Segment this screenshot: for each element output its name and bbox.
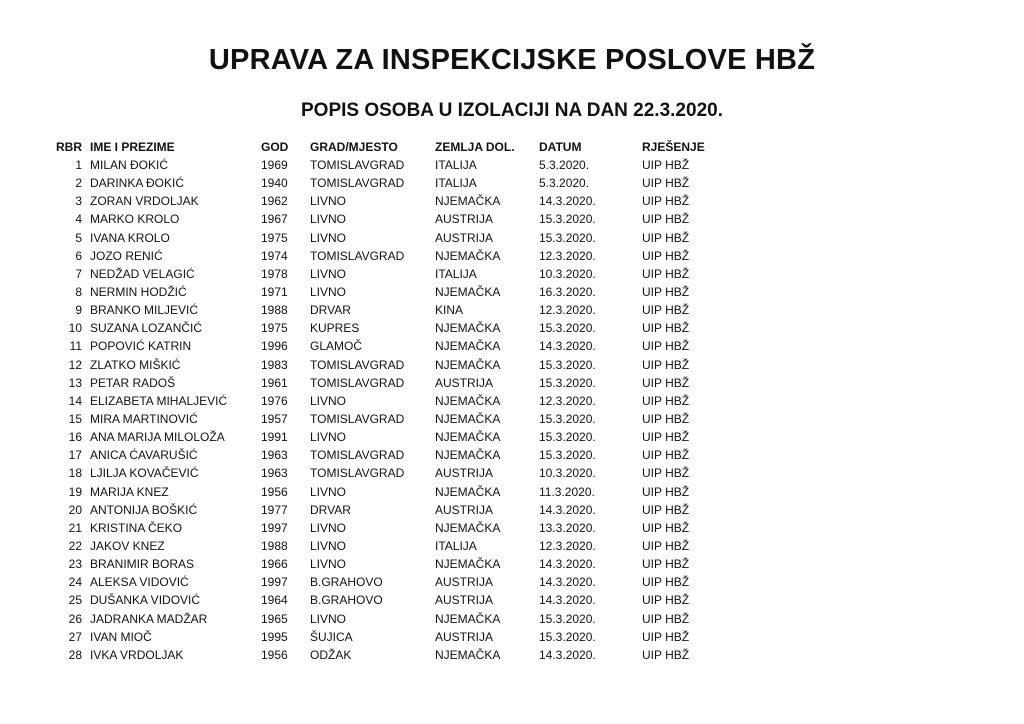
cell-decision: UIP HBŽ — [642, 266, 690, 281]
cell-country: NJEMAČKA — [435, 412, 501, 427]
cell-decision: UIP HBŽ — [642, 484, 690, 499]
cell-city: LIVNO — [310, 230, 347, 245]
cell-country: AUSTRIJA — [435, 629, 494, 644]
cell-name: IVAN MIOČ — [90, 629, 152, 644]
cell-city: DRVAR — [310, 502, 351, 517]
cell-year: 1988 — [261, 539, 288, 554]
cell-city: ODŽAK — [310, 647, 352, 662]
table-row — [40, 374, 722, 392]
table-row — [40, 156, 722, 174]
cell-year: 1995 — [261, 629, 288, 644]
cell-name: IVANA KROLO — [90, 230, 170, 245]
cell-city: LIVNO — [310, 539, 347, 554]
header-date: DATUM — [539, 140, 582, 154]
cell-date: 12.3.2020. — [539, 539, 596, 554]
table-row — [40, 283, 722, 301]
table-row — [40, 229, 722, 247]
cell-country: NJEMAČKA — [435, 321, 501, 336]
isolation-list-table — [40, 138, 722, 664]
header-name: IME I PREZIME — [90, 140, 175, 154]
cell-year: 1957 — [261, 412, 288, 427]
cell-country: AUSTRIJA — [435, 212, 494, 227]
cell-name: KRISTINA ČEKO — [90, 520, 183, 535]
cell-country: NJEMAČKA — [435, 430, 501, 445]
table-row — [40, 247, 722, 265]
cell-year: 1997 — [261, 575, 288, 590]
table-row — [40, 446, 722, 464]
cell-city: LIVNO — [310, 212, 347, 227]
cell-date: 15.3.2020. — [539, 230, 596, 245]
table-row — [40, 464, 722, 482]
cell-year: 1997 — [261, 520, 288, 535]
cell-decision: UIP HBŽ — [642, 647, 690, 662]
cell-year: 1975 — [261, 321, 288, 336]
cell-name: DARINKA ĐOKIĆ — [90, 176, 185, 191]
cell-year: 1967 — [261, 212, 288, 227]
cell-year: 1963 — [261, 448, 288, 463]
cell-year: 1977 — [261, 502, 288, 517]
cell-date: 15.3.2020. — [539, 321, 596, 336]
cell-city: TOMISLAVGRAD — [310, 466, 405, 481]
cell-country: NJEMAČKA — [435, 484, 501, 499]
cell-decision: UIP HBŽ — [642, 321, 690, 336]
cell-rbr: 17 — [68, 448, 82, 463]
cell-date: 15.3.2020. — [539, 629, 596, 644]
header-country: ZEMLJA DOL. — [435, 140, 515, 154]
cell-city: LIVNO — [310, 611, 347, 626]
cell-rbr: 8 — [75, 285, 82, 300]
cell-name: PETAR RADOŠ — [90, 375, 176, 390]
cell-name: MIRA MARTINOVIĆ — [90, 412, 198, 427]
cell-name: MARIJA KNEZ — [90, 484, 169, 499]
header-year: GOD — [261, 140, 289, 154]
cell-decision: UIP HBŽ — [642, 158, 690, 173]
cell-decision: UIP HBŽ — [642, 412, 690, 427]
cell-rbr: 16 — [68, 430, 82, 445]
cell-city: LIVNO — [310, 266, 347, 281]
cell-date: 14.3.2020. — [539, 593, 596, 608]
table-row — [40, 519, 722, 537]
cell-rbr: 21 — [68, 520, 82, 535]
cell-country: NJEMAČKA — [435, 448, 501, 463]
cell-year: 1976 — [261, 393, 288, 408]
cell-rbr: 4 — [75, 212, 82, 227]
cell-name: IVKA VRDOLJAK — [90, 647, 184, 662]
table-row — [40, 555, 722, 573]
cell-name: BRANKO MILJEVIĆ — [90, 303, 199, 318]
cell-city: KUPRES — [310, 321, 360, 336]
cell-city: LIVNO — [310, 557, 347, 572]
cell-city: TOMISLAVGRAD — [310, 248, 405, 263]
cell-year: 1988 — [261, 303, 288, 318]
cell-year: 1969 — [261, 158, 288, 173]
cell-rbr: 26 — [68, 611, 82, 626]
cell-city: LIVNO — [310, 285, 347, 300]
cell-date: 16.3.2020. — [539, 285, 596, 300]
cell-name: MILAN ĐOKIĆ — [90, 158, 169, 173]
cell-country: AUSTRIJA — [435, 593, 494, 608]
cell-country: ITALIJA — [435, 176, 477, 191]
cell-date: 14.3.2020. — [539, 339, 596, 354]
cell-date: 15.3.2020. — [539, 448, 596, 463]
cell-rbr: 14 — [68, 393, 82, 408]
cell-city: LIVNO — [310, 484, 347, 499]
cell-country: KINA — [435, 303, 464, 318]
table-row — [40, 319, 722, 337]
cell-decision: UIP HBŽ — [642, 629, 690, 644]
cell-city: LIVNO — [310, 520, 347, 535]
table-header-row — [40, 138, 722, 156]
cell-decision: UIP HBŽ — [642, 303, 690, 318]
cell-city: ŠUJICA — [310, 629, 353, 644]
cell-year: 1974 — [261, 248, 288, 263]
cell-decision: UIP HBŽ — [642, 520, 690, 535]
cell-rbr: 19 — [68, 484, 82, 499]
cell-name: ANICA ĆAVARUŠIĆ — [90, 448, 198, 463]
cell-city: B.GRAHOVO — [310, 593, 383, 608]
cell-decision: UIP HBŽ — [642, 502, 690, 517]
cell-rbr: 27 — [68, 629, 82, 644]
cell-country: ITALIJA — [435, 266, 477, 281]
cell-date: 14.3.2020. — [539, 502, 596, 517]
cell-year: 1996 — [261, 339, 288, 354]
cell-decision: UIP HBŽ — [642, 611, 690, 626]
table-row — [40, 537, 722, 555]
cell-rbr: 3 — [75, 194, 82, 209]
cell-date: 15.3.2020. — [539, 357, 596, 372]
table-row — [40, 628, 722, 646]
cell-name: BRANIMIR BORAS — [90, 557, 195, 572]
cell-date: 14.3.2020. — [539, 194, 596, 209]
cell-country: AUSTRIJA — [435, 230, 494, 245]
table-row — [40, 646, 722, 664]
table-row — [40, 610, 722, 628]
cell-name: POPOVIĆ KATRIN — [90, 339, 192, 354]
cell-name: NEDŽAD VELAGIĆ — [90, 266, 195, 281]
cell-decision: UIP HBŽ — [642, 575, 690, 590]
cell-city: TOMISLAVGRAD — [310, 176, 405, 191]
cell-name: ANA MARIJA MILOLOŽA — [90, 430, 225, 445]
cell-rbr: 12 — [68, 357, 82, 372]
cell-date: 15.3.2020. — [539, 375, 596, 390]
document-subtitle: POPIS OSOBA U IZOLACIJI NA DAN 22.3.2020. — [301, 100, 723, 121]
cell-decision: UIP HBŽ — [642, 194, 690, 209]
table-row — [40, 210, 722, 228]
cell-rbr: 13 — [68, 375, 82, 390]
cell-rbr: 28 — [68, 647, 82, 662]
cell-year: 1965 — [261, 611, 288, 626]
cell-year: 1964 — [261, 593, 288, 608]
cell-country: NJEMAČKA — [435, 520, 501, 535]
cell-year: 1991 — [261, 430, 288, 445]
cell-rbr: 1 — [75, 158, 82, 173]
cell-rbr: 7 — [75, 266, 82, 281]
cell-rbr: 2 — [75, 176, 82, 191]
cell-decision: UIP HBŽ — [642, 557, 690, 572]
cell-date: 10.3.2020. — [539, 466, 596, 481]
cell-city: TOMISLAVGRAD — [310, 448, 405, 463]
cell-country: NJEMAČKA — [435, 339, 501, 354]
cell-date: 11.3.2020. — [539, 484, 595, 499]
cell-city: LIVNO — [310, 393, 347, 408]
cell-date: 5.3.2020. — [539, 158, 590, 173]
cell-decision: UIP HBŽ — [642, 339, 690, 354]
cell-date: 14.3.2020. — [539, 575, 596, 590]
cell-decision: UIP HBŽ — [642, 393, 690, 408]
cell-city: DRVAR — [310, 303, 351, 318]
cell-name: MARKO KROLO — [90, 212, 180, 227]
cell-decision: UIP HBŽ — [642, 593, 690, 608]
cell-decision: UIP HBŽ — [642, 357, 690, 372]
cell-year: 1978 — [261, 266, 288, 281]
cell-year: 1940 — [261, 176, 288, 191]
table-row — [40, 573, 722, 591]
table-row — [40, 356, 722, 374]
cell-date: 10.3.2020. — [539, 266, 596, 281]
cell-name: JADRANKA MADŽAR — [90, 611, 208, 626]
cell-name: JAKOV KNEZ — [90, 539, 165, 554]
cell-decision: UIP HBŽ — [642, 248, 690, 263]
cell-country: AUSTRIJA — [435, 466, 494, 481]
cell-rbr: 23 — [68, 557, 82, 572]
cell-rbr: 22 — [68, 539, 82, 554]
cell-city: LIVNO — [310, 430, 347, 445]
cell-rbr: 25 — [68, 593, 82, 608]
cell-country: NJEMAČKA — [435, 248, 501, 263]
cell-date: 14.3.2020. — [539, 647, 596, 662]
cell-rbr: 18 — [68, 466, 82, 481]
cell-rbr: 15 — [68, 412, 82, 427]
cell-year: 1962 — [261, 194, 288, 209]
cell-name: JOZO RENIĆ — [90, 248, 163, 263]
cell-rbr: 11 — [69, 339, 82, 354]
header-rbr: RBR — [56, 140, 82, 154]
cell-country: NJEMAČKA — [435, 285, 501, 300]
cell-decision: UIP HBŽ — [642, 176, 690, 191]
table-row — [40, 410, 722, 428]
cell-country: AUSTRIJA — [435, 375, 494, 390]
table-row — [40, 392, 722, 410]
cell-decision: UIP HBŽ — [642, 448, 690, 463]
table-row — [40, 591, 722, 609]
cell-year: 1983 — [261, 357, 288, 372]
table-row — [40, 192, 722, 210]
cell-country: NJEMAČKA — [435, 557, 501, 572]
cell-name: ANTONIJA BOŠKIĆ — [90, 502, 198, 517]
cell-date: 15.3.2020. — [539, 611, 596, 626]
cell-date: 12.3.2020. — [539, 393, 596, 408]
cell-city: GLAMOČ — [310, 339, 363, 354]
cell-city: TOMISLAVGRAD — [310, 412, 405, 427]
cell-country: NJEMAČKA — [435, 647, 501, 662]
table-row — [40, 301, 722, 319]
cell-date: 15.3.2020. — [539, 430, 596, 445]
cell-country: ITALIJA — [435, 158, 477, 173]
cell-date: 12.3.2020. — [539, 248, 596, 263]
cell-name: LJILJA KOVAČEVIĆ — [90, 466, 199, 481]
cell-country: ITALIJA — [435, 539, 477, 554]
cell-country: AUSTRIJA — [435, 502, 494, 517]
cell-decision: UIP HBŽ — [642, 430, 690, 445]
document-title: UPRAVA ZA INSPEKCIJSKE POSLOVE HBŽ — [208, 44, 816, 76]
cell-date: 14.3.2020. — [539, 557, 596, 572]
cell-name: ZORAN VRDOLJAK — [90, 194, 199, 209]
cell-date: 12.3.2020. — [539, 303, 596, 318]
cell-rbr: 20 — [68, 502, 82, 517]
cell-decision: UIP HBŽ — [642, 230, 690, 245]
cell-year: 1956 — [261, 484, 288, 499]
cell-country: NJEMAČKA — [435, 357, 501, 372]
table-row — [40, 501, 722, 519]
cell-country: NJEMAČKA — [435, 194, 501, 209]
cell-city: TOMISLAVGRAD — [310, 158, 405, 173]
cell-year: 1956 — [261, 647, 288, 662]
header-city: GRAD/MJESTO — [310, 140, 398, 154]
table-row — [40, 483, 722, 501]
cell-year: 1975 — [261, 230, 288, 245]
cell-date: 15.3.2020. — [539, 212, 596, 227]
header-decision: RJEŠENJE — [642, 140, 705, 154]
cell-rbr: 6 — [75, 248, 82, 263]
cell-name: NERMIN HODŽIĆ — [90, 285, 187, 300]
table-row — [40, 174, 722, 192]
cell-year: 1971 — [261, 285, 288, 300]
cell-date: 15.3.2020. — [539, 412, 596, 427]
cell-name: SUZANA LOZANČIĆ — [90, 321, 203, 336]
cell-rbr: 24 — [68, 575, 82, 590]
cell-country: NJEMAČKA — [435, 393, 501, 408]
cell-date: 13.3.2020. — [539, 520, 596, 535]
cell-decision: UIP HBŽ — [642, 285, 690, 300]
cell-year: 1961 — [261, 375, 288, 390]
cell-decision: UIP HBŽ — [642, 466, 690, 481]
cell-city: TOMISLAVGRAD — [310, 357, 405, 372]
cell-rbr: 9 — [75, 303, 82, 318]
table-row — [40, 428, 722, 446]
table-row — [40, 337, 722, 355]
cell-year: 1966 — [261, 557, 288, 572]
cell-name: DUŠANKA VIDOVIĆ — [90, 593, 201, 608]
cell-country: NJEMAČKA — [435, 611, 501, 626]
cell-name: ZLATKO MIŠKIĆ — [90, 357, 181, 372]
cell-city: TOMISLAVGRAD — [310, 375, 405, 390]
cell-year: 1963 — [261, 466, 288, 481]
cell-date: 5.3.2020. — [539, 176, 590, 191]
cell-name: ALEKSA VIDOVIĆ — [90, 575, 189, 590]
cell-city: B.GRAHOVO — [310, 575, 383, 590]
cell-rbr: 10 — [68, 321, 82, 336]
cell-city: LIVNO — [310, 194, 347, 209]
cell-rbr: 5 — [75, 230, 82, 245]
cell-country: AUSTRIJA — [435, 575, 494, 590]
table-body — [40, 156, 722, 664]
cell-name: ELIZABETA MIHALJEVIĆ — [90, 393, 228, 408]
cell-decision: UIP HBŽ — [642, 375, 690, 390]
cell-decision: UIP HBŽ — [642, 539, 690, 554]
cell-decision: UIP HBŽ — [642, 212, 690, 227]
table-row — [40, 265, 722, 283]
